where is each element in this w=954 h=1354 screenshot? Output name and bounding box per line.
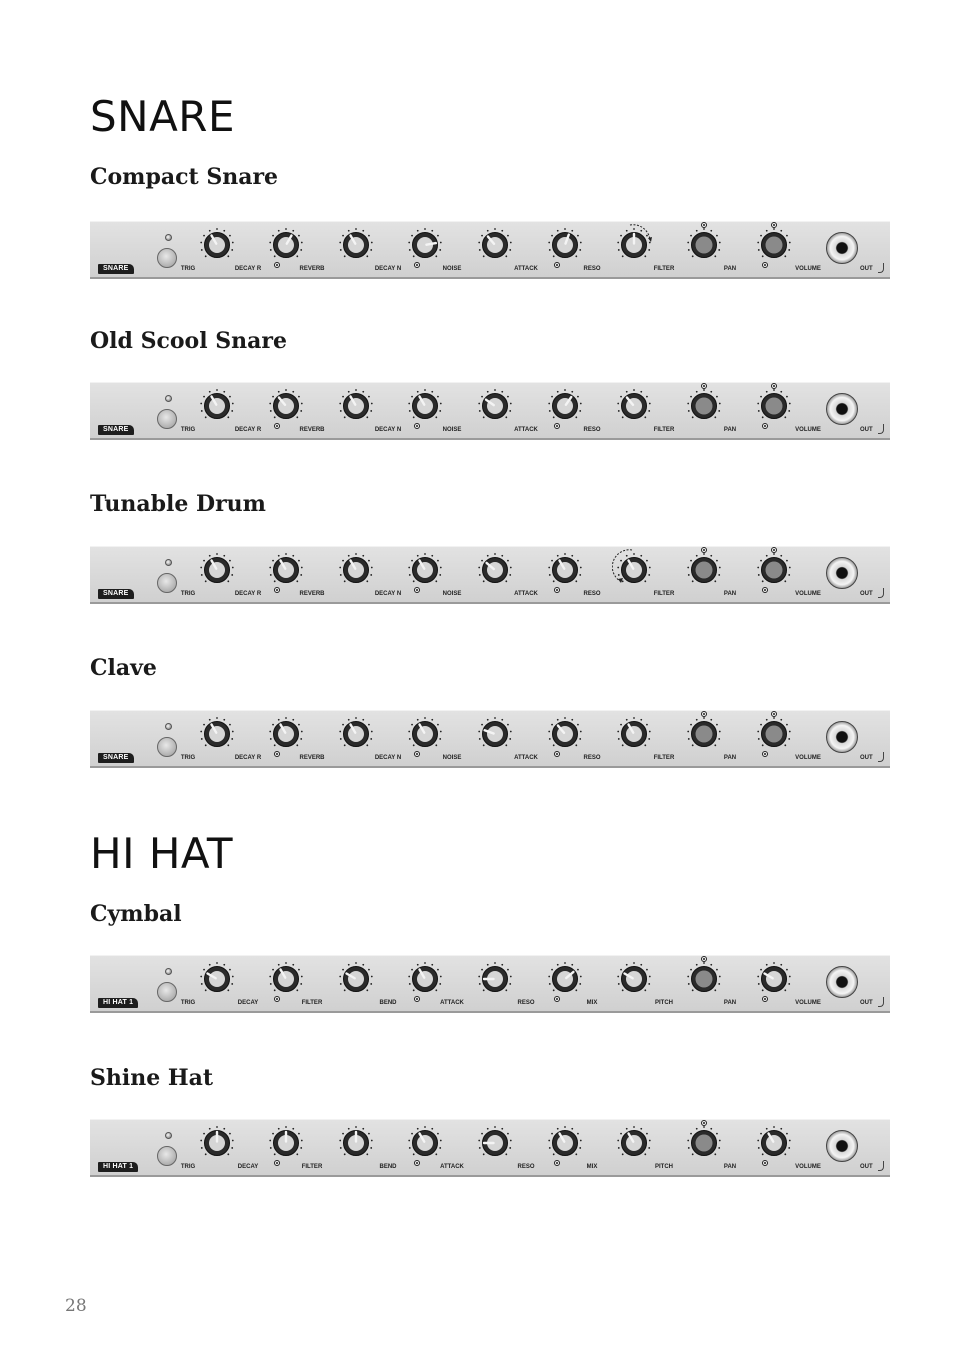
knob-decay-r[interactable] xyxy=(200,553,234,587)
out-label: OUT xyxy=(860,1164,873,1170)
module-panel xyxy=(90,1119,890,1177)
control-label: REVERB xyxy=(299,266,325,272)
module-panel xyxy=(90,710,890,768)
knob-noise[interactable] xyxy=(408,228,442,262)
knob-reso[interactable] xyxy=(548,553,582,587)
control-label: REVERB xyxy=(299,427,325,433)
control-label: ATTACK xyxy=(514,427,538,433)
center-dot xyxy=(771,547,777,553)
trigger-button[interactable] xyxy=(157,982,177,1002)
knob-mix[interactable] xyxy=(548,1126,582,1160)
cv-input-dot xyxy=(274,751,280,757)
control-label: FILTER xyxy=(653,266,675,272)
trigger-button[interactable] xyxy=(157,248,177,268)
trigger-led xyxy=(165,559,172,566)
control-label: FILTER xyxy=(653,755,675,761)
trigger-led xyxy=(165,395,172,402)
trigger-led xyxy=(165,968,172,975)
cv-input-dot xyxy=(554,996,560,1002)
control-label: TRIG xyxy=(180,1000,196,1006)
center-dot xyxy=(701,222,707,228)
turn-arrow-icon xyxy=(612,545,656,589)
out-label: OUT xyxy=(860,1000,873,1006)
control-label: DECAY N xyxy=(374,266,402,272)
trigger-led xyxy=(165,234,172,241)
cv-input-dot xyxy=(414,751,420,757)
out-bracket xyxy=(878,752,884,762)
preset-title: Old Scool Snare xyxy=(90,328,287,354)
out-bracket xyxy=(878,588,884,598)
control-label: MIX xyxy=(586,1000,598,1006)
control-label: VOLUME xyxy=(795,591,821,597)
knob-volume[interactable] xyxy=(757,389,791,423)
control-label: DECAY N xyxy=(374,591,402,597)
knob-volume[interactable] xyxy=(757,1126,791,1160)
cv-input-dot xyxy=(414,262,420,268)
cv-input-dot xyxy=(274,262,280,268)
knob-bend[interactable] xyxy=(339,962,373,996)
section-title-hi-hat: HI HAT xyxy=(90,829,234,878)
out-label: OUT xyxy=(860,755,873,761)
control-label: PAN xyxy=(723,1000,737,1006)
control-label: DECAY N xyxy=(374,755,402,761)
section-title-snare: SNARE xyxy=(90,92,236,141)
trigger-led xyxy=(165,1132,172,1139)
preset-title: Cymbal xyxy=(90,901,182,927)
center-dot xyxy=(771,222,777,228)
control-label: TRIG xyxy=(180,591,196,597)
out-label: OUT xyxy=(860,427,873,433)
center-dot xyxy=(771,711,777,717)
control-label: DECAY R xyxy=(234,755,262,761)
knob-volume[interactable] xyxy=(757,962,791,996)
knob-attack[interactable] xyxy=(408,1126,442,1160)
control-label: BEND xyxy=(379,1164,397,1170)
control-label: RESO xyxy=(583,427,601,433)
knob-volume[interactable] xyxy=(757,228,791,262)
module-tag: SNARE xyxy=(98,264,134,274)
knob-reverb[interactable] xyxy=(269,389,303,423)
page-number: 28 xyxy=(65,1296,87,1316)
knob-reverb[interactable] xyxy=(269,553,303,587)
control-label: FILTER xyxy=(653,591,675,597)
module-panel xyxy=(90,546,890,604)
knob-attack[interactable] xyxy=(478,553,512,587)
knob-reso[interactable] xyxy=(548,389,582,423)
knob-attack[interactable] xyxy=(478,717,512,751)
preset-title: Tunable Drum xyxy=(90,491,266,517)
module-panel xyxy=(90,221,890,279)
control-label: MIX xyxy=(586,1164,598,1170)
cv-input-dot xyxy=(274,1160,280,1166)
knob-pan[interactable] xyxy=(687,717,721,751)
knob-filter[interactable] xyxy=(269,962,303,996)
cv-input-dot xyxy=(762,996,768,1002)
cv-input-dot xyxy=(762,1160,768,1166)
module-tag: HI HAT 1 xyxy=(98,1162,138,1172)
cv-input-dot xyxy=(554,1160,560,1166)
knob-decay-n[interactable] xyxy=(339,553,373,587)
knob-attack[interactable] xyxy=(478,228,512,262)
control-label: VOLUME xyxy=(795,266,821,272)
knob-noise[interactable] xyxy=(408,389,442,423)
control-label: DECAY R xyxy=(234,427,262,433)
cv-input-dot xyxy=(762,751,768,757)
knob-mix[interactable] xyxy=(548,962,582,996)
control-label: PAN xyxy=(723,1164,737,1170)
knob-filter[interactable] xyxy=(269,1126,303,1160)
trigger-button[interactable] xyxy=(157,409,177,429)
trigger-button[interactable] xyxy=(157,1146,177,1166)
knob-decay[interactable] xyxy=(200,1126,234,1160)
center-dot xyxy=(701,383,707,389)
knob-pitch[interactable] xyxy=(617,962,651,996)
control-label: TRIG xyxy=(180,755,196,761)
control-label: TRIG xyxy=(180,427,196,433)
center-dot xyxy=(701,547,707,553)
control-label: VOLUME xyxy=(795,1164,821,1170)
control-label: TRIG xyxy=(180,266,196,272)
control-label: DECAY xyxy=(237,1000,259,1006)
control-label: NOISE xyxy=(442,266,462,272)
control-label: ATTACK xyxy=(440,1164,464,1170)
out-bracket xyxy=(878,1161,884,1171)
control-label: PAN xyxy=(723,591,737,597)
knob-reverb[interactable] xyxy=(269,228,303,262)
preset-title: Compact Snare xyxy=(90,164,279,190)
cv-input-dot xyxy=(274,587,280,593)
output-jack[interactable] xyxy=(826,232,858,264)
cv-input-dot xyxy=(274,996,280,1002)
knob-pan[interactable] xyxy=(687,1126,721,1160)
control-label: ATTACK xyxy=(514,755,538,761)
control-label: REVERB xyxy=(299,755,325,761)
out-bracket xyxy=(878,263,884,273)
out-label: OUT xyxy=(860,591,873,597)
control-label: DECAY xyxy=(237,1164,259,1170)
knob-pan[interactable] xyxy=(687,962,721,996)
knob-pan[interactable] xyxy=(687,389,721,423)
center-dot xyxy=(771,383,777,389)
knob-pitch[interactable] xyxy=(617,1126,651,1160)
out-bracket xyxy=(878,997,884,1007)
control-label: DECAY N xyxy=(374,427,402,433)
trigger-button[interactable] xyxy=(157,737,177,757)
control-label: PAN xyxy=(723,755,737,761)
control-label: RESO xyxy=(517,1000,535,1006)
center-dot xyxy=(701,1120,707,1126)
cv-input-dot xyxy=(762,587,768,593)
knob-attack[interactable] xyxy=(408,962,442,996)
control-label: BEND xyxy=(379,1000,397,1006)
cv-input-dot xyxy=(554,262,560,268)
cv-input-dot xyxy=(414,1160,420,1166)
knob-reso[interactable] xyxy=(548,717,582,751)
knob-reverb[interactable] xyxy=(269,717,303,751)
cv-input-dot xyxy=(554,587,560,593)
knob-volume[interactable] xyxy=(757,553,791,587)
control-label: ATTACK xyxy=(514,591,538,597)
preset-title: Clave xyxy=(90,655,157,681)
control-label: FILTER xyxy=(301,1164,323,1170)
knob-filter[interactable] xyxy=(617,717,651,751)
control-label: REVERB xyxy=(299,591,325,597)
control-label: RESO xyxy=(583,266,601,272)
output-jack[interactable] xyxy=(826,721,858,753)
control-label: NOISE xyxy=(442,591,462,597)
output-jack[interactable] xyxy=(826,393,858,425)
control-label: PITCH xyxy=(655,1164,673,1170)
module-tag: SNARE xyxy=(98,753,134,763)
cv-input-dot xyxy=(554,423,560,429)
control-label: ATTACK xyxy=(514,266,538,272)
module-tag: SNARE xyxy=(98,589,134,599)
cv-input-dot xyxy=(554,751,560,757)
module-tag: SNARE xyxy=(98,425,134,435)
module-panel xyxy=(90,955,890,1013)
control-label: TRIG xyxy=(180,1164,196,1170)
knob-volume[interactable] xyxy=(757,717,791,751)
module-panel xyxy=(90,382,890,440)
control-label: VOLUME xyxy=(795,755,821,761)
control-label: PAN xyxy=(723,266,737,272)
output-jack[interactable] xyxy=(826,1130,858,1162)
out-label: OUT xyxy=(860,266,873,272)
out-bracket xyxy=(878,424,884,434)
output-jack[interactable] xyxy=(826,557,858,589)
control-label: ATTACK xyxy=(440,1000,464,1006)
knob-pan[interactable] xyxy=(687,553,721,587)
center-dot xyxy=(701,956,707,962)
knob-pan[interactable] xyxy=(687,228,721,262)
control-label: DECAY R xyxy=(234,591,262,597)
knob-decay-r[interactable] xyxy=(200,717,234,751)
preset-title: Shine Hat xyxy=(90,1065,214,1091)
control-label: PAN xyxy=(723,427,737,433)
control-label: NOISE xyxy=(442,755,462,761)
control-label: FILTER xyxy=(653,427,675,433)
knob-decay-r[interactable] xyxy=(200,389,234,423)
knob-noise[interactable] xyxy=(408,717,442,751)
control-label: PITCH xyxy=(655,1000,673,1006)
control-label: RESO xyxy=(583,591,601,597)
cv-input-dot xyxy=(414,423,420,429)
control-label: NOISE xyxy=(442,427,462,433)
module-tag: HI HAT 1 xyxy=(98,998,138,1008)
cv-input-dot xyxy=(274,423,280,429)
knob-filter[interactable] xyxy=(617,389,651,423)
control-label: VOLUME xyxy=(795,427,821,433)
control-label: DECAY R xyxy=(234,266,262,272)
turn-arrow-icon xyxy=(612,220,656,264)
cv-input-dot xyxy=(414,587,420,593)
knob-decay-r[interactable] xyxy=(200,228,234,262)
knob-decay-n[interactable] xyxy=(339,717,373,751)
knob-decay-n[interactable] xyxy=(339,389,373,423)
cv-input-dot xyxy=(762,262,768,268)
knob-attack[interactable] xyxy=(478,389,512,423)
knob-bend[interactable] xyxy=(339,1126,373,1160)
knob-reso[interactable] xyxy=(478,1126,512,1160)
control-label: RESO xyxy=(583,755,601,761)
center-dot xyxy=(701,711,707,717)
control-label: RESO xyxy=(517,1164,535,1170)
knob-reso[interactable] xyxy=(548,228,582,262)
knob-decay-n[interactable] xyxy=(339,228,373,262)
control-label: FILTER xyxy=(301,1000,323,1006)
control-label: VOLUME xyxy=(795,1000,821,1006)
cv-input-dot xyxy=(414,996,420,1002)
output-jack[interactable] xyxy=(826,966,858,998)
cv-input-dot xyxy=(762,423,768,429)
trigger-led xyxy=(165,723,172,730)
knob-decay[interactable] xyxy=(200,962,234,996)
trigger-button[interactable] xyxy=(157,573,177,593)
knob-noise[interactable] xyxy=(408,553,442,587)
knob-reso[interactable] xyxy=(478,962,512,996)
